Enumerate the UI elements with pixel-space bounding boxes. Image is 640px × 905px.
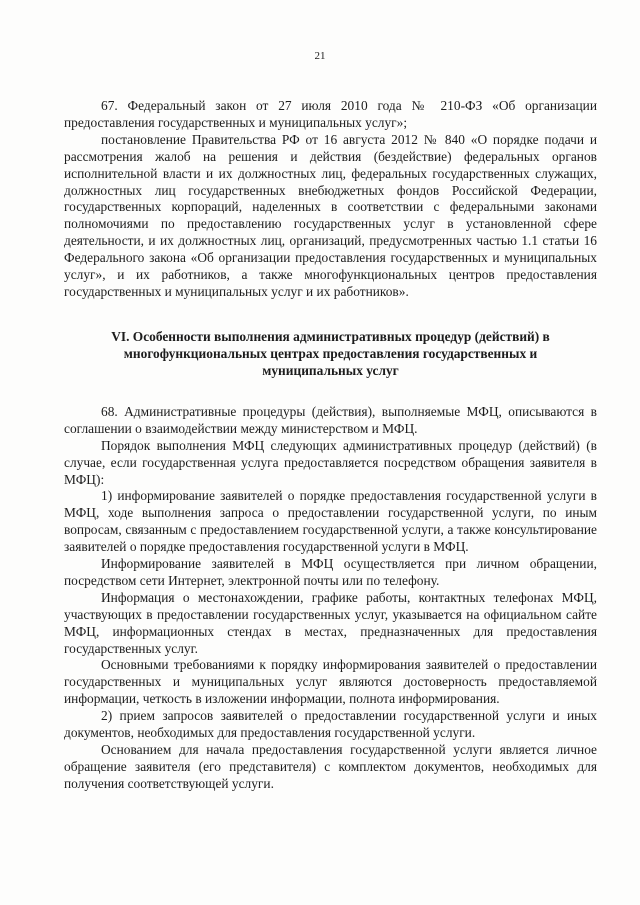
paragraph-informing-channels: Информирование заявителей в МФЦ осуществляется при личном обращении, посредством сети Интернет, электронной почты или по телефону. bbox=[64, 556, 597, 588]
paragraph-resolution-840: постановление Правительства РФ от 16 августа 2012 № 840 «О порядке подачи и рассмотрения жалоб на решения и действия (бездействие) федеральных органов исполнительной власти и их должностных лиц, федеральных государственных служащих, должностных лиц государственных внебюджетных фондов Российской Федерации, государственных корпораций, наделенных в соответствии с федеральными законами полномочиями по предоставлению государственных услуг в установленной сфере деятельности, и их должностных лиц, организаций, предусмотренных частью 1.1 статьи 16 Федерального закона «Об организации предоставления государственных и муниципальных услуг», и их работников, а также многофункциональных центров предоставления государственных и муниципальных услуг и их работников». bbox=[64, 131, 597, 299]
paragraph-67: 67. Федеральный закон от 27 июля 2010 года № 210-ФЗ «Об организации предоставления государственных и муниципальных услуг»; bbox=[64, 98, 597, 130]
section-heading: VI. Особенности выполнения административных процедур (действий) в многофункциональных центрах предоставления государственных и муниципальных услуг bbox=[111, 328, 550, 378]
page-content bbox=[64, 98, 597, 793]
paragraph-item-1: 1) информирование заявителей о порядке предоставления государственной услуги в МФЦ, ходе выполнения запроса о предоставлении государственной услуги, по иным вопросам, связанным с предоставлением государственной услуги, а также консультирование заявителей о порядке предоставления государственной услуги в МФЦ. bbox=[64, 488, 597, 555]
paragraph-grounds: Основанием для начала предоставления государственной услуги является личное обращение заявителя (его представителя) с комплектом документов, необходимых для получения соответствующей услуги. bbox=[64, 742, 597, 791]
paragraph-68: 68. Административные процедуры (действия), выполняемые МФЦ, описываются в соглашении о взаимодействии между министерством и МФЦ. bbox=[64, 403, 597, 436]
paragraph-item-2: 2) прием запросов заявителей о предоставлении государственной услуги и иных документов, необходимых для предоставления государственной услуги. bbox=[64, 708, 597, 741]
paragraph-procedure-order: Порядок выполнения МФЦ следующих административных процедур (действий) (в случае, если государственная услуга предоставляется посредством обращения заявителя в МФЦ): bbox=[64, 437, 597, 487]
paragraph-requirements: Основными требованиями к порядку информирования заявителей о предоставлении государственных и муниципальных услуг являются достоверность предоставляемой информации, четкость в изложении информации, полнота информирования. bbox=[64, 657, 597, 707]
page-number: 21 bbox=[314, 50, 326, 62]
paragraph-location-info: Информация о местонахождении, графике работы, контактных телефонах МФЦ, участвующих в предоставлении государственных услуг, указывается на официальном сайте МФЦ, информационных стендах в местах, предназначенных для предоставления государственных услуг. bbox=[64, 589, 597, 656]
